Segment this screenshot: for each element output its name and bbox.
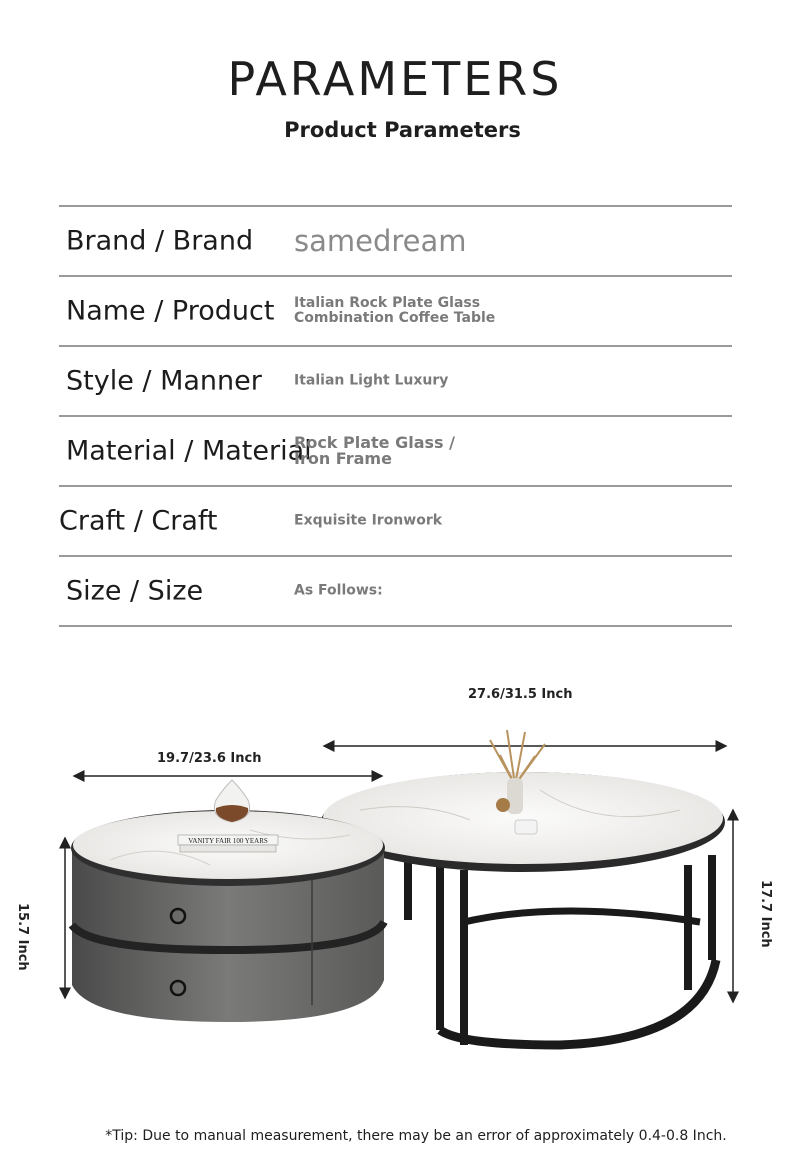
param-label: Size / Size xyxy=(66,575,204,607)
param-row-name xyxy=(59,277,732,345)
book-title: VANITY FAIR 100 YEARS xyxy=(188,837,268,845)
param-value: Italian Light Luxury xyxy=(294,372,449,389)
page-title: PARAMETERS xyxy=(227,52,563,106)
param-value: Rock Plate Glass / Iron Frame xyxy=(294,433,455,468)
large-height-label: 17.7 Inch xyxy=(758,880,773,948)
page-subtitle: Product Parameters xyxy=(284,118,521,142)
param-label: Brand / Brand xyxy=(66,225,254,257)
param-row-craft xyxy=(59,487,732,555)
coffee-table-illustration xyxy=(0,660,790,1090)
param-value: samedream xyxy=(294,224,467,258)
large-width-label: 27.6/31.5 Inch xyxy=(468,687,573,702)
param-label: Name / Product xyxy=(66,295,275,327)
divider xyxy=(59,625,732,627)
param-label: Craft / Craft xyxy=(59,505,218,537)
parameters-table xyxy=(59,205,732,627)
product-dimension-diagram xyxy=(0,660,790,1090)
param-label: Material / Material xyxy=(66,435,312,467)
small-height-label: 15.7 Inch xyxy=(15,903,30,971)
small-width-label: 19.7/23.6 Inch xyxy=(157,751,262,766)
param-value: As Follows: xyxy=(294,582,383,599)
param-label: Style / Manner xyxy=(66,365,262,397)
param-value: Italian Rock Plate Glass Combination Coffee Table xyxy=(294,295,496,326)
param-row-style xyxy=(59,347,732,415)
param-row-size xyxy=(59,557,732,625)
param-row-brand xyxy=(59,207,732,275)
param-row-material xyxy=(59,417,732,485)
measurement-tip: *Tip: Due to manual measurement, there may be an error of approximately 0.4-0.8 Inch. xyxy=(105,1128,727,1144)
param-value: Exquisite Ironwork xyxy=(294,512,443,529)
